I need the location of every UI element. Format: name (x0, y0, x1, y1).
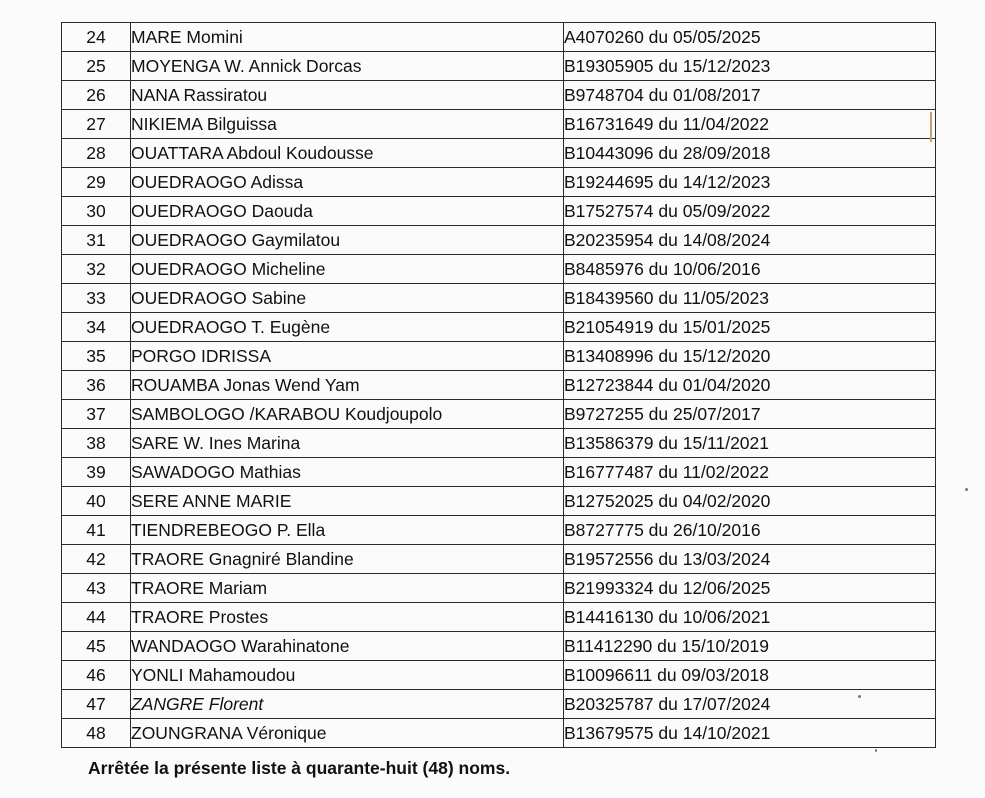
row-reference: B8727775 du 26/10/2016 (564, 516, 936, 545)
row-name: PORGO IDRISSA (131, 342, 564, 371)
row-name: TRAORE Mariam (131, 574, 564, 603)
row-number: 48 (62, 719, 131, 748)
table-row (62, 23, 936, 52)
row-number: 34 (62, 313, 131, 342)
row-reference: B8485976 du 10/06/2016 (564, 255, 936, 284)
table-row (62, 516, 936, 545)
scan-speck (858, 695, 861, 698)
row-name: ZANGRE Florent (131, 690, 564, 719)
row-reference: B10443096 du 28/09/2018 (564, 139, 936, 168)
table-row (62, 545, 936, 574)
row-name: SAWADOGO Mathias (131, 458, 564, 487)
table-row (62, 226, 936, 255)
row-reference: B19572556 du 13/03/2024 (564, 545, 936, 574)
row-name: MARE Momini (131, 23, 564, 52)
row-name: OUEDRAOGO T. Eugène (131, 313, 564, 342)
table-row (62, 632, 936, 661)
row-reference: B10096611 du 09/03/2018 (564, 661, 936, 690)
table-row (62, 255, 936, 284)
row-reference: B16731649 du 11/04/2022 (564, 110, 936, 139)
row-name: WANDAOGO Warahinatone (131, 632, 564, 661)
row-reference: B19244695 du 14/12/2023 (564, 168, 936, 197)
table-row (62, 458, 936, 487)
row-reference: B13679575 du 14/10/2021 (564, 719, 936, 748)
closing-statement: Arrêtée la présente liste à quarante-huit (48) noms. (88, 758, 511, 778)
row-reference: B16777487 du 11/02/2022 (564, 458, 936, 487)
row-reference: B20235954 du 14/08/2024 (564, 226, 936, 255)
row-number: 29 (62, 168, 131, 197)
row-reference: A4070260 du 05/05/2025 (564, 23, 936, 52)
row-number: 27 (62, 110, 131, 139)
table-row (62, 690, 936, 719)
table-row (62, 487, 936, 516)
row-name: TRAORE Gnagniré Blandine (131, 545, 564, 574)
row-number: 46 (62, 661, 131, 690)
row-name: NIKIEMA Bilguissa (131, 110, 564, 139)
table-row (62, 719, 936, 748)
row-reference: B21993324 du 12/06/2025 (564, 574, 936, 603)
row-name: TRAORE Prostes (131, 603, 564, 632)
row-number: 38 (62, 429, 131, 458)
table-row (62, 52, 936, 81)
row-number: 25 (62, 52, 131, 81)
row-number: 31 (62, 226, 131, 255)
row-number: 40 (62, 487, 131, 516)
scan-mark (930, 112, 932, 142)
row-reference: B19305905 du 15/12/2023 (564, 52, 936, 81)
row-name: ROUAMBA Jonas Wend Yam (131, 371, 564, 400)
row-name: TIENDREBEOGO P. Ella (131, 516, 564, 545)
row-name: OUEDRAOGO Micheline (131, 255, 564, 284)
row-reference: B20325787 du 17/07/2024 (564, 690, 936, 719)
row-name: YONLI Mahamoudou (131, 661, 564, 690)
row-reference: B17527574 du 05/09/2022 (564, 197, 936, 226)
row-number: 24 (62, 23, 131, 52)
row-number: 43 (62, 574, 131, 603)
row-number: 39 (62, 458, 131, 487)
table-row (62, 313, 936, 342)
roster-table-body (62, 23, 936, 748)
table-row (62, 371, 936, 400)
row-name: SERE ANNE MARIE (131, 487, 564, 516)
row-reference: B12752025 du 04/02/2020 (564, 487, 936, 516)
row-name: MOYENGA W. Annick Dorcas (131, 52, 564, 81)
row-name: OUEDRAOGO Daouda (131, 197, 564, 226)
table-row (62, 429, 936, 458)
row-number: 42 (62, 545, 131, 574)
row-reference: B13408996 du 15/12/2020 (564, 342, 936, 371)
row-reference: B12723844 du 01/04/2020 (564, 371, 936, 400)
row-name: OUEDRAOGO Sabine (131, 284, 564, 313)
table-row (62, 342, 936, 371)
table-row (62, 284, 936, 313)
row-reference: B18439560 du 11/05/2023 (564, 284, 936, 313)
row-name: OUATTARA Abdoul Koudousse (131, 139, 564, 168)
row-number: 44 (62, 603, 131, 632)
table-row (62, 661, 936, 690)
table-row (62, 110, 936, 139)
row-name: ZOUNGRANA Véronique (131, 719, 564, 748)
table-row (62, 197, 936, 226)
row-name: SAMBOLOGO /KARABOU Koudjoupolo (131, 400, 564, 429)
row-reference: B14416130 du 10/06/2021 (564, 603, 936, 632)
table-row (62, 603, 936, 632)
row-number: 37 (62, 400, 131, 429)
table-row (62, 574, 936, 603)
table-row (62, 81, 936, 110)
row-number: 26 (62, 81, 131, 110)
table-row (62, 168, 936, 197)
row-name: OUEDRAOGO Gaymilatou (131, 226, 564, 255)
row-number: 28 (62, 139, 131, 168)
row-number: 30 (62, 197, 131, 226)
scan-speck (965, 488, 968, 491)
row-name: NANA Rassiratou (131, 81, 564, 110)
row-reference: B21054919 du 15/01/2025 (564, 313, 936, 342)
row-number: 33 (62, 284, 131, 313)
row-name: OUEDRAOGO Adissa (131, 168, 564, 197)
row-number: 45 (62, 632, 131, 661)
row-number: 36 (62, 371, 131, 400)
table-row (62, 400, 936, 429)
row-reference: B9727255 du 25/07/2017 (564, 400, 936, 429)
row-number: 41 (62, 516, 131, 545)
row-number: 47 (62, 690, 131, 719)
row-number: 32 (62, 255, 131, 284)
row-reference: B13586379 du 15/11/2021 (564, 429, 936, 458)
row-name: SARE W. Ines Marina (131, 429, 564, 458)
row-reference: B9748704 du 01/08/2017 (564, 81, 936, 110)
row-number: 35 (62, 342, 131, 371)
row-reference: B11412290 du 15/10/2019 (564, 632, 936, 661)
table-row (62, 139, 936, 168)
scan-speck (875, 749, 877, 752)
roster-table (61, 22, 936, 748)
